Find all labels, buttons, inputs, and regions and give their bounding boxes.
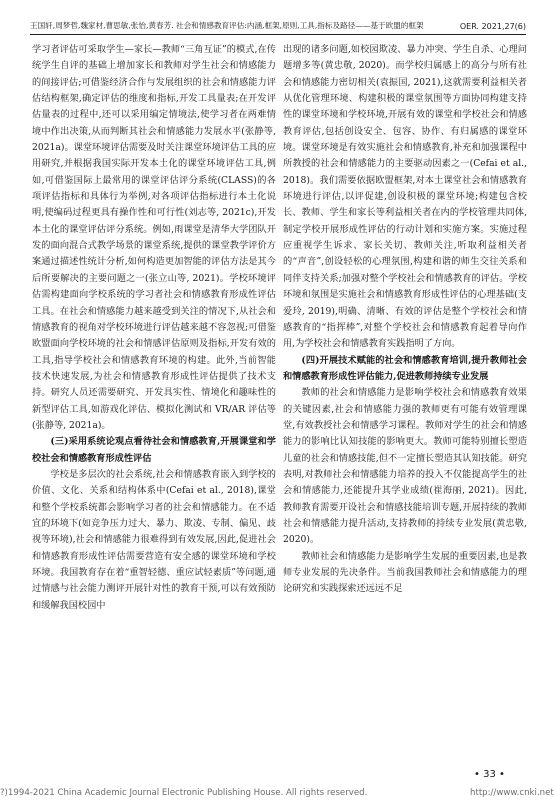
section-heading: (三)采用系统论观点看待社会和情感教育,开展课堂和学校社会和情感教育形成性评估 — [32, 436, 276, 464]
footer-copyright: ?)1994-2021 China Academic Journal Electronic Publishing House. All rights reserved. — [0, 788, 368, 798]
paragraph: 教师的社会和情感能力是影响学校社会和情感教育效果的关键因素,社会和情感能力强的教师更有可能有效管理课堂,有效教授社会和情感学习课程。教师对学生的社会和情感能力的影响比认知技能的影响更大。教师可能特别擅长塑造儿童的社会和情感技能,但不一定擅长塑造其认知技能。研究表明,对教师社会和情感能力培养的投入不仅能提高学生的社会和情感能力,还能提升其学业成绩(崔海丽, 2021)。因此,教师教育需要开设社会和情感技能培训专题,开展持续的教师社会和情感能力提升活动,支持教师的持续专业发展(黄忠敬, 2020)。 — [283, 387, 527, 546]
paragraph: 出现的诸多问题,如校园欺凌、暴力冲突、学生自杀、心理问题增多等(黄忠敬, 2020)。而学校归属感上的高分与所有社会和情感能力密切相关(袁振国, 2021),这就需要利益相关者从优化管理环境、构建积极的课堂氛围等方面协同构建支持性的课堂环境和学校环境,开展有效的课堂和学校社会和情感教育评估,包括创设安全、包容、协作、有归属感的课堂环境。课堂环境是有效实施社会和情感教育,补充和加强课程中所教授的社会和情感能力的主要驱动因素之一(Cefai et al., 2018)。我们需要依据欧盟框架,对本土课堂社会和情感教育环境进行评估,以评促建,创设积极的课堂环境;构建包含校长、教师、学生和家长等利益相关者在内的学校管理共同体,制定学校开展形成性评估的行动计划和实施方案。实施过程应重视学生诉求、家长关切、教师关注,听取利益相关者的“声音”,创设轻松的心理氛围,构建和谐的师生交往关系和同伴支持关系;加强对整个学校社会和情感教育的评估。学校环境和氛围是实施社会和情感教育形成性评估的心理基础(支爱玲, 2019),明确、清晰、有效的评估是整个学校社会和情感教育的“指挥棒”,对整个学校社会和情感教育起着导向作用,为学校社会和情感教育实践指明了方向。 — [283, 44, 527, 350]
footer-url: http://www.cnki.net — [470, 788, 554, 798]
right-column — [283, 42, 527, 598]
paragraph: 学习者评估可采取学生—家长—教师“三角互证”的模式,在传统学生自评的基础上增加家长和教师对学生社会和情感能力的间接评估;可借鉴经济合作与发展组织的社会和情感能力评估结构框架,确定评估的维度和指标,开发工具量表;在开发评估量表的过程中,还可以采用编定情境法,使学习者在两难情境中作出决策,从而判断其社会和情感能力发展水平(张静等, 2021a)。课堂环境评估需要及时关注课堂环境评估工具的应用研究,并根据我国实际开发本土化的课堂环境评估工具,例如,可借鉴国际上最常用的课堂评估评分系统(CLASS)的各项评估指标和具体行为举例,对各项评估指标进行本土化说明,使编码过程更具有操作性和可行性(刘志等, 2021c),开发本土化的课堂评估评分系统。例如,雨课堂是清华大学团队开发的面向混合式教学场景的课堂系统,提供的课堂教学评价方案通过描述性统计分析,如何构造更加智能的评估方法是其今后所要解决的主要问题之一(张立山等, 2021)。学校环境评估需构建面向学校系统的学习者社会和情感教育形成性评估工具。在社会和情感能力越来越受到关注的情况下,从社会和情感教育的视角对学校环境进行评估越来越不容忽视;可借鉴欧盟面向学校环境的社会和情感评估原则及指标,开发有效的工具,指导学校社会和情感教育环境的构建。此外,当前智能技术快速发展,为社会和情感教育形成性评估提供了技术支持。研究人员还需要研究、开发具实性、情境化和趣味性的新型评估工具,如游戏化评估、模拟化测试和 VR/AR 评估等(张静等, 2021a)。 — [32, 44, 276, 431]
header-journal-issue: OER. 2021,27(6) — [459, 22, 526, 31]
left-column — [32, 42, 276, 614]
running-header — [30, 15, 526, 35]
paragraph: 学校是多层次的社会系统,社会和情感教育嵌入到学校的价值、文化、关系和结构体系中(Cefai et al., 2018),课堂和整个学校系统都会影响学习者的社会和情感能力。在不适宜的环境下(如竞争压力过大、暴力、欺凌、专制、偏见、歧视等环境),社会和情感能力很难得到有效发展,因此,促进社会和情感教育形成性评估需要营造有安全感的课堂环境和学校环境。我国教育存在着“重智轻德、重应试轻素质”等问题,通过情感与社会能力测评开展针对性的教育干预,可以有效预防和缓解我国校园中 — [32, 468, 276, 611]
header-authors-title: 王国轩,周梦哲,魏家材,曹思敏,张怡,黄春芳. 社会和情感教育评估:内涵,框架,原则,工具,指标及路径——基于欧盟的框架 — [30, 21, 424, 30]
section-heading: (四)开展技术赋能的社会和情感教育培训,提升教师社会和情感教育形成性评估能力,促进教师持续专业发展 — [283, 354, 527, 382]
paragraph: 教师社会和情感能力是影响学生发展的重要因素,也是教师专业发展的先决条件。当前我国教师社会和情感能力的理论研究和实践探索还远远不足 — [283, 550, 527, 595]
page-number: • 33 • — [474, 769, 505, 780]
footer — [0, 788, 556, 798]
